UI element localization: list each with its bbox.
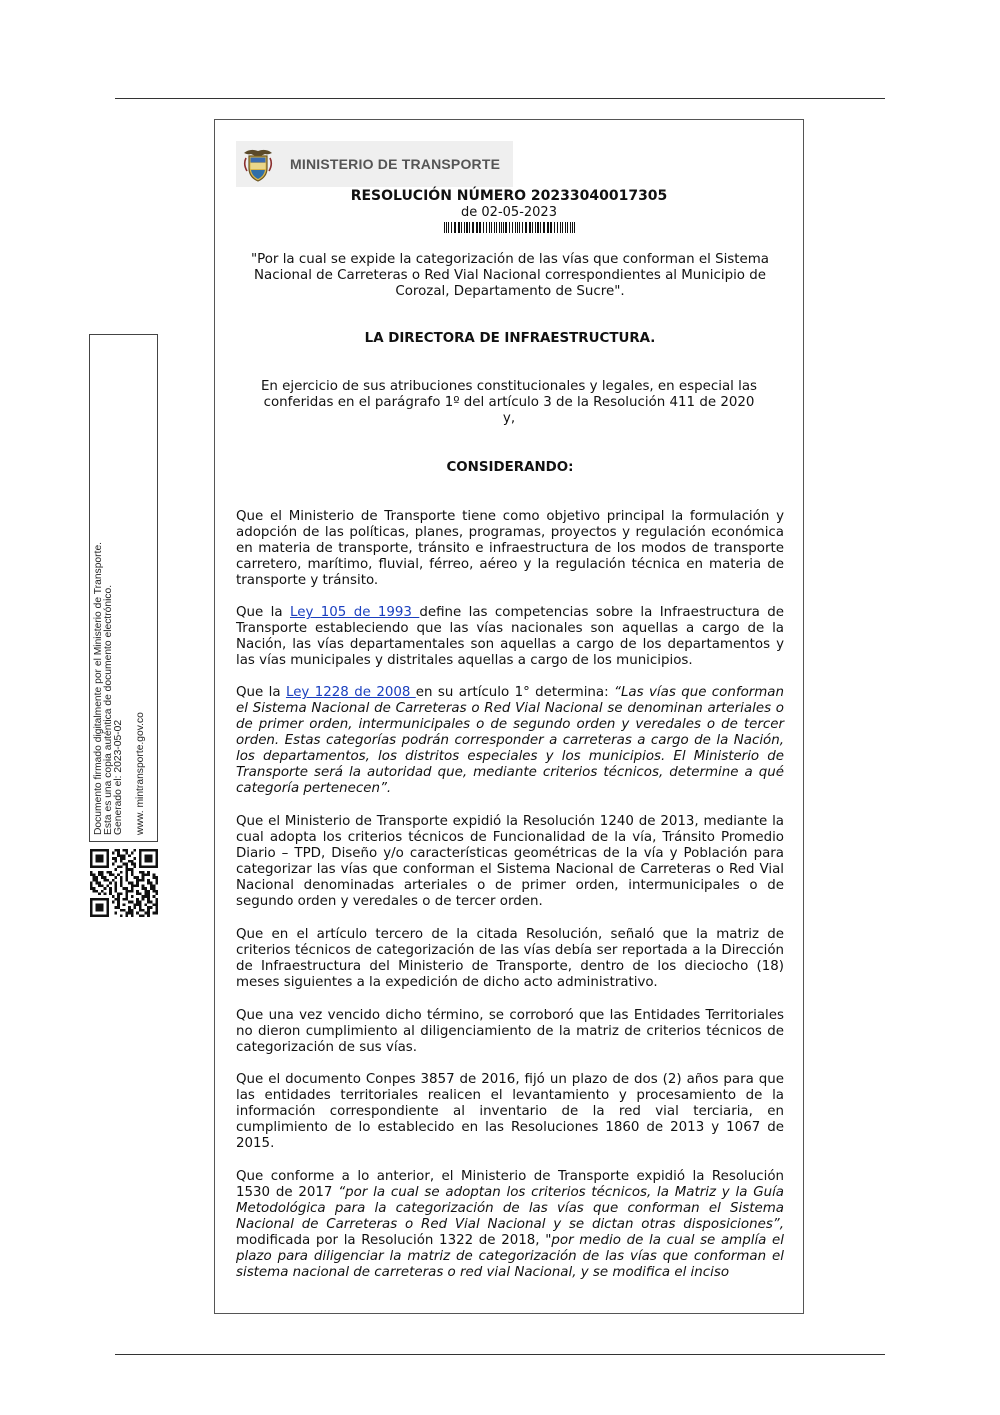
top-divider [115,98,885,99]
authority-heading: LA DIRECTORA DE INFRAESTRUCTURA. [364,331,656,346]
signature-line-1: Documento firmado digitalmente por el Ministerio de Transporte. [93,541,104,835]
ley-105-link[interactable]: Ley 105 de 1993 [289,605,420,620]
ministry-name: MINISTERIO DE TRANSPORTE [290,156,501,172]
paragraph-2: Que la Ley 105 de 1993 define las competencias sobre la Infraestructura de Transporte estableciendo que las vías nacionales son aquellas a cargo de la Nación, las vías departamentales son aquellas a cargo de los departamentos y las vías municipales y distritales aquellas a cargo de los municipios. [236,605,784,668]
qr-code-icon [90,849,158,917]
ministry-url: www. mintransporte.gov.co [135,712,146,835]
resolution-subject: "Por la cual se expide la categorización de las vías que conforman el Sistema Nacional de Carreteras o Red Vial Nacional correspondientes al Municipio de Corozal, Departamento de Sucre". [250,252,770,299]
signature-line-3: Generado el: 2023-05-02 [113,719,124,835]
ley-1228-link[interactable]: Ley 1228 de 2008 [285,685,416,700]
paragraph-1: Que el Ministerio de Transporte tiene como objetivo principal la formulación y adopción de las políticas, planes, programas, proyectos y regulación económica en materia de transporte, tránsito e infraestructura de los modos de transporte carretero, marítimo, fluvial, férreo, aéreo y la regulación técnica en materia de transporte y tránsito. [236,509,784,588]
paragraph-5: Que en el artículo tercero de la citada Resolución, señaló que la matriz de criterios técnicos de categorización de las vías debía ser reportada a la Dirección de Infraestructura del Ministerio de Transporte, dentro de los dieciocho (18) meses siguientes a la expedición de dicho acto administrativo. [236,927,784,990]
barcode-icon [444,222,576,233]
paragraph-8: Que conforme a lo anterior, el Ministerio de Transporte expidió la Resolución 1530 de 2017 “por la cual se adoptan los criterios técnicos, la Matriz y la Guía Metodológica para la categorización de las vías que conforman el Sistema Nacional de Carreteras o Red Vial Nacional y se dictan otras disposiciones”, modificada por la Resolución 1322 de 2018, "por medio de la cual se amplía el plazo para diligenciar la matriz de categorización de las vías que conforman el sistema nacional de carreteras o red vial Nacional, y se modifica el inciso [236,1169,784,1280]
signature-line-2: Esta es una copia auténtica de documento electrónico. [103,584,114,835]
resolution-title: RESOLUCIÓN NÚMERO 20233040017305 [350,188,668,204]
bottom-divider [115,1354,885,1355]
paragraph-6: Que una vez vencido dicho término, se corroboró que las Entidades Territoriales no dieron cumplimiento al diligenciamiento de la matriz de criterios técnicos de categorización de sus vías. [236,1008,784,1055]
paragraph-3: Que la Ley 1228 de 2008 en su artículo 1° determina: “Las vías que conforman el Sistema Nacional de Carreteras o Red Vial Nacional se denominan arteriales o de primer orden, intermunicipales o de segundo orden y veredales o de tercer orden. Estas categorías podrán corresponder a carreteras a cargo de la Nación, los departamentos, los distritos especiales y los municipios. El Ministerio de Transporte será la autoridad que, mediante criterios técnicos, determine a qué categoría pertenecen”. [236,685,785,796]
digital-signature-box [89,334,158,842]
coat-of-arms-icon [238,144,278,184]
paragraph-4: Que el Ministerio de Transporte expidió la Resolución 1240 de 2013, mediante la cual adopta los criterios técnicos de Funcionalidad de la vía, Tránsito Promedio Diario – TPD, Diseño y/o características geométricas de la vía y Población para categorizar las vías que conforman el Sistema Nacional de Carreteras o Red Vial Nacional denominadas arteriales o de primer orden, intermunicipales o de segundo orden y veredales o de tercer orden. [236,814,784,909]
considerando-heading: CONSIDERANDO: [446,460,574,475]
paragraph-7: Que el documento Conpes 3857 de 2016, fijó un plazo de dos (2) años para que las entidades territoriales realicen el levantamiento y procesamiento de la información correspondiente al inventario de la red vial terciaria, en cumplimiento de lo establecido en las Resoluciones 1860 de 2013 y 1067 de 2015. [236,1072,784,1151]
ministry-header [236,141,513,187]
powers-paragraph: En ejercicio de sus atribuciones constitucionales y legales, en especial las conferidas en el parágrafo 1º del artículo 3 de la Resolución 411 de 2020 y, [260,379,758,426]
resolution-date: de 02-05-2023 [461,205,557,220]
